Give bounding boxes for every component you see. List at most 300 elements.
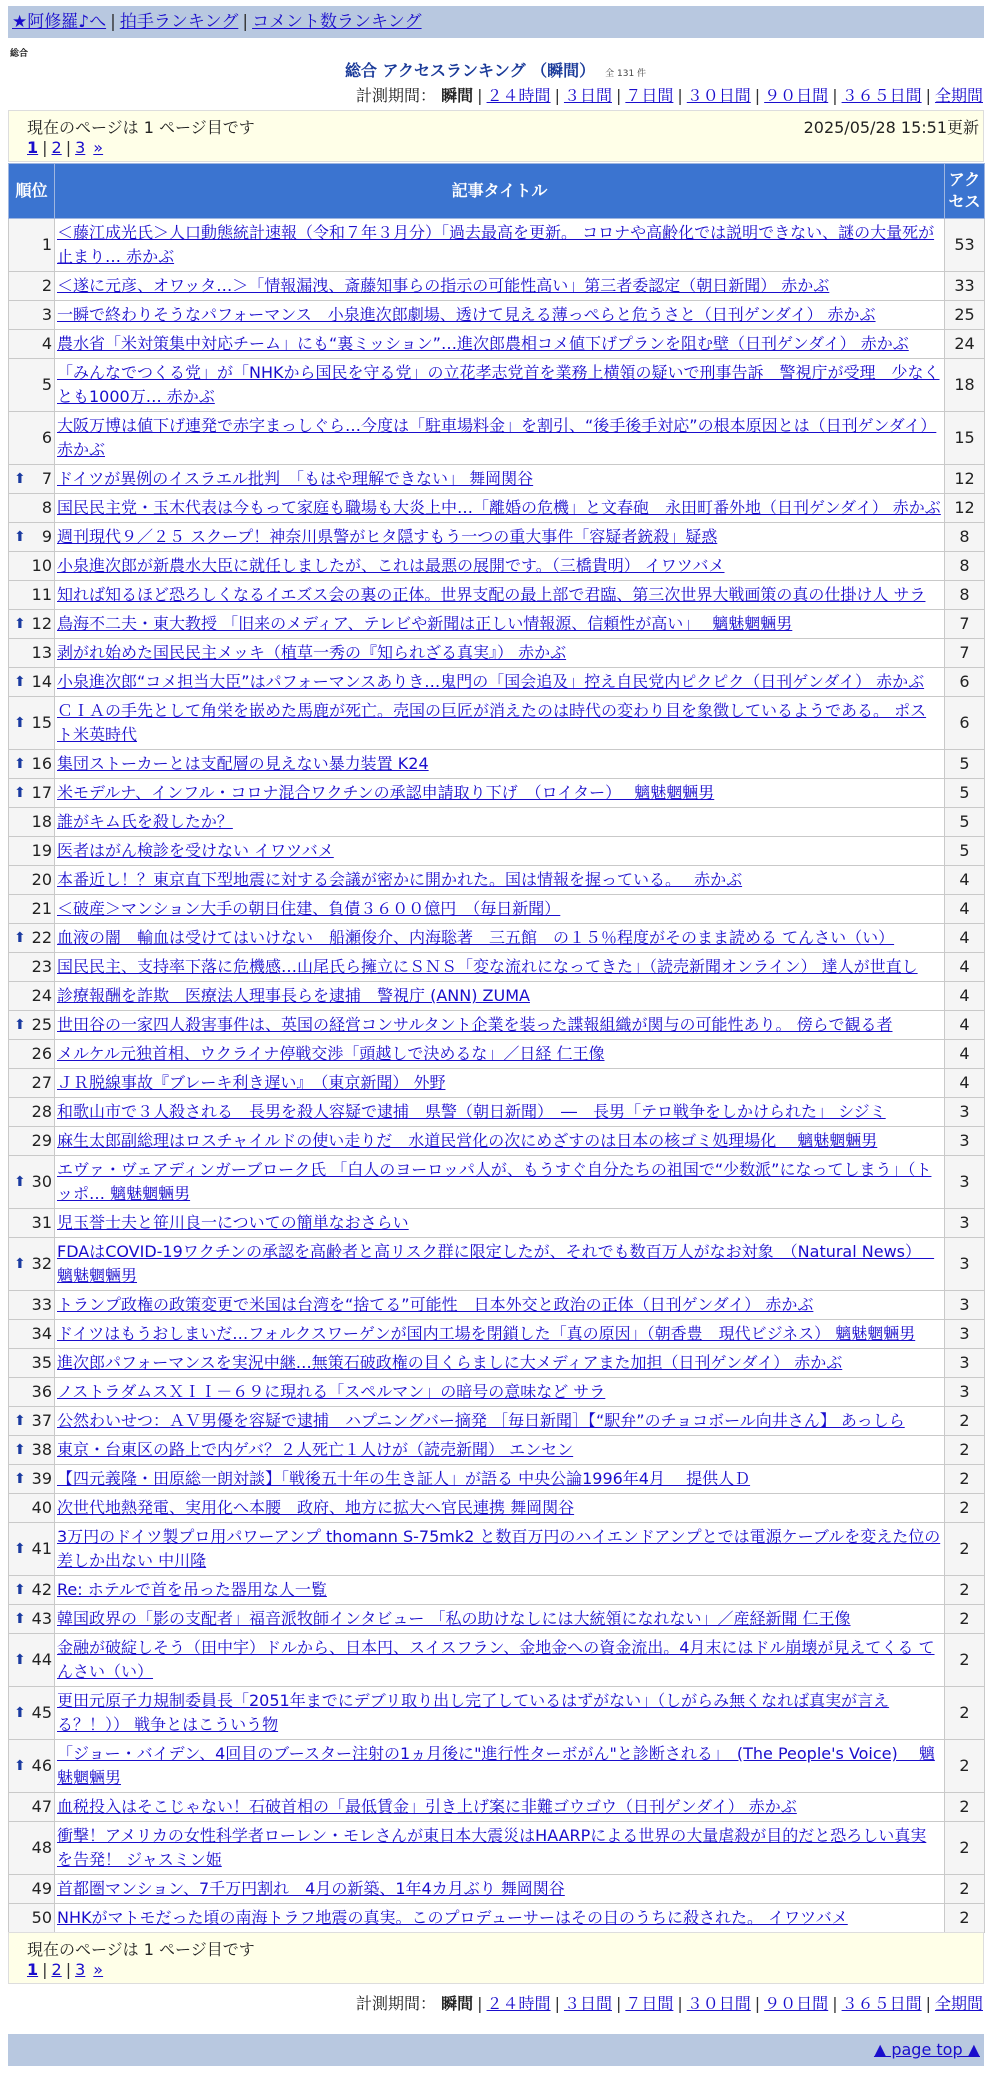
period-current: 瞬間 bbox=[441, 1994, 474, 2013]
period-link-3d[interactable]: ３日間 bbox=[563, 86, 612, 105]
rank-cell bbox=[9, 330, 55, 359]
article-title-link[interactable]: 一瞬で終わりそうなパフォーマンス 小泉進次郎劇場、透けて見える薄っぺらと危うさと（日刊ゲンダイ） 赤かぶ bbox=[57, 305, 876, 324]
title-cell bbox=[55, 1291, 945, 1320]
rank-cell bbox=[9, 465, 55, 494]
access-count: 3 bbox=[945, 1378, 985, 1407]
rank-number: 28 bbox=[31, 1102, 52, 1121]
period-label: 計測期間： bbox=[356, 1994, 437, 2013]
access-count: 25 bbox=[945, 301, 985, 330]
title-cell bbox=[55, 1605, 945, 1634]
comment-ranking-link[interactable]: コメント数ランキング bbox=[252, 12, 422, 32]
rank-cell bbox=[9, 837, 55, 866]
access-count: 3 bbox=[945, 1349, 985, 1378]
rank-number: 17 bbox=[31, 783, 52, 802]
rank-cell bbox=[9, 1320, 55, 1349]
rank-up-arrow-icon: ⬆ bbox=[14, 616, 26, 632]
rank-cell bbox=[9, 668, 55, 697]
page-link-next[interactable]: » bbox=[93, 138, 104, 157]
rank-number: 15 bbox=[31, 713, 52, 732]
rank-number: 27 bbox=[31, 1073, 52, 1092]
home-link[interactable]: ★阿修羅♪へ bbox=[12, 12, 107, 32]
table-row bbox=[9, 953, 985, 982]
page-link-2[interactable]: 2 bbox=[51, 138, 62, 157]
rank-number: 18 bbox=[31, 812, 52, 831]
title-cell bbox=[55, 412, 945, 465]
article-title-link[interactable]: 農水省「米対策集中対応チーム」にも“裏ミッション”…進次郎農相コメ値下げプランを阻む壁（日刊ゲンダイ） 赤かぶ bbox=[57, 334, 909, 353]
rank-up-arrow-icon: ⬆ bbox=[14, 715, 26, 731]
title-cell bbox=[55, 1875, 945, 1904]
rank-number: 40 bbox=[31, 1498, 52, 1517]
access-count: 5 bbox=[945, 837, 985, 866]
rank-cell bbox=[9, 494, 55, 523]
access-count: 2 bbox=[945, 1875, 985, 1904]
period-link-24h[interactable]: ２４時間 bbox=[486, 1994, 551, 2013]
title-cell bbox=[55, 1822, 945, 1875]
access-count: 4 bbox=[945, 982, 985, 1011]
article-title-link[interactable]: 小泉進次郎が新農水大臣に就任しましたが、これは最悪の展開です。（三橋貴明） イワツバメ bbox=[57, 556, 725, 575]
article-title-link[interactable]: ノストラダムスＸＩＩ－６９に現れる「スペルマン」の暗号の意味など サラ bbox=[57, 1382, 606, 1401]
access-count: 8 bbox=[945, 581, 985, 610]
access-count: 2 bbox=[945, 1687, 985, 1740]
rank-up-arrow-icon: ⬆ bbox=[14, 1611, 26, 1627]
rank-cell bbox=[9, 552, 55, 581]
table-row bbox=[9, 1320, 985, 1349]
period-link-3d[interactable]: ３日間 bbox=[563, 1994, 612, 2013]
period-link-90d[interactable]: ９０日間 bbox=[764, 1994, 829, 2013]
rank-number: 20 bbox=[31, 870, 52, 889]
page-title bbox=[0, 58, 991, 81]
rank-number: 41 bbox=[31, 1539, 52, 1558]
access-count: 8 bbox=[945, 523, 985, 552]
access-count: 5 bbox=[945, 808, 985, 837]
access-count: 12 bbox=[945, 465, 985, 494]
pagination-box-top bbox=[8, 110, 984, 162]
access-count: 3 bbox=[945, 1238, 985, 1291]
article-title-link[interactable]: 衝撃！アメリカの女性科学者ローレン・モレさんが東日本大震災はHAARPによる世界の大量虐殺が目的だと恐ろしい真実を告発！ ジャスミン姫 bbox=[57, 1826, 927, 1869]
table-row bbox=[9, 668, 985, 697]
table-row bbox=[9, 1407, 985, 1436]
access-count: 4 bbox=[945, 1040, 985, 1069]
table-row bbox=[9, 330, 985, 359]
top-nav-bar bbox=[8, 6, 984, 38]
period-link-30d[interactable]: ３０日間 bbox=[686, 1994, 751, 2013]
table-row bbox=[9, 1875, 985, 1904]
table-row bbox=[9, 1436, 985, 1465]
article-title-link[interactable]: 誰がキム氏を殺したか？ bbox=[57, 812, 233, 831]
article-title-link[interactable]: 鳥海不二夫・東大教授 「旧来のメディア、テレビや新聞は正しい情報源、信頼性が高い」 魑魅魍魎男 bbox=[57, 614, 793, 633]
article-title-link[interactable]: 公然わいせつ：ＡＶ男優を容疑で逮捕 ハプニングバー摘発 ［毎日新聞］【“駅弁”のチョコボール向井さん】 あっしら bbox=[57, 1411, 905, 1430]
rank-cell bbox=[9, 1407, 55, 1436]
title-cell bbox=[55, 272, 945, 301]
table-row bbox=[9, 697, 985, 750]
title-cell bbox=[55, 1904, 945, 1933]
access-count: 2 bbox=[945, 1436, 985, 1465]
rank-cell bbox=[9, 953, 55, 982]
article-title-link[interactable]: 韓国政界の「影の支配者」福音派牧師インタビュー 「私の助けなしには大統領になれない」／産経新聞 仁王像 bbox=[57, 1609, 851, 1628]
rank-up-arrow-icon: ⬆ bbox=[14, 785, 26, 801]
article-title-link[interactable]: 血税投入はそこじゃない！石破首相の「最低賃金」引き上げ案に非難ゴウゴウ（日刊ゲンダイ） 赤かぶ bbox=[57, 1797, 797, 1816]
page-link-next[interactable]: » bbox=[93, 1960, 104, 1979]
bottom-bar bbox=[8, 2034, 984, 2066]
rank-number: 24 bbox=[31, 986, 52, 1005]
access-count: 2 bbox=[945, 1822, 985, 1875]
article-title-link[interactable]: 診療報酬を詐欺 医療法人理事長らを逮捕 警視庁 (ANN) ZUMA bbox=[57, 986, 530, 1005]
rank-cell bbox=[9, 697, 55, 750]
access-count: 3 bbox=[945, 1098, 985, 1127]
article-title-link[interactable]: 和歌山市で３人殺される 長男を殺人容疑で逮捕 県警（朝日新聞） ― 長男「テロ戦争をしかけられた」 シジミ bbox=[57, 1102, 886, 1121]
rank-cell bbox=[9, 1687, 55, 1740]
title-cell bbox=[55, 1349, 945, 1378]
period-selector-top: 計測期間： 瞬間 | ２４時間 | ３日間 | ７日間 | ３０日間 | ９０日間 | ３６５日間 | 全期間 bbox=[356, 86, 983, 105]
table-row bbox=[9, 610, 985, 639]
article-title-link[interactable]: 更田元原子力規制委員長「2051年までにデブリ取り出し完了しているはずがない」（しがらみ無くなれば真実が言える？！）） 戦争とはこういう物 bbox=[57, 1691, 890, 1734]
article-title-link[interactable]: 国民民主党・玉木代表は今もって家庭も職場も大炎上中…「離婚の危機」と文春砲 永田町番外地（日刊ゲンダイ） 赤かぶ bbox=[57, 498, 941, 517]
access-count: 4 bbox=[945, 866, 985, 895]
rank-cell bbox=[9, 779, 55, 808]
table-row bbox=[9, 1378, 985, 1407]
article-title-link[interactable]: ＣＩＡの手先として角栄を嵌めた馬鹿が死亡。売国の巨匠が消えたのは時代の変わり目を象徴しているようである。 ポスト米英時代 bbox=[57, 701, 927, 744]
access-count: 53 bbox=[945, 219, 985, 272]
table-row bbox=[9, 837, 985, 866]
rank-number: 34 bbox=[31, 1324, 52, 1343]
table-row bbox=[9, 1634, 985, 1687]
title-cell bbox=[55, 330, 945, 359]
rank-number: 5 bbox=[41, 375, 52, 394]
rank-up-arrow-icon: ⬆ bbox=[14, 1017, 26, 1033]
period-link-365d[interactable]: ３６５日間 bbox=[841, 86, 922, 105]
article-title-link[interactable]: 国民民主、支持率下落に危機感…山尾氏ら擁立にＳＮＳ「変な流れになってきた」（読売新聞オンライン） 達人が世直し bbox=[57, 957, 918, 976]
title-cell bbox=[55, 1156, 945, 1209]
table-row bbox=[9, 1494, 985, 1523]
rank-cell bbox=[9, 1523, 55, 1576]
rank-number: 48 bbox=[31, 1838, 52, 1857]
article-title-link[interactable]: トランプ政権の政策変更で米国は台湾を“捨てる”可能性 日本外交と政治の正体（日刊ゲンダイ） 赤かぶ bbox=[57, 1295, 814, 1314]
title-cell bbox=[55, 982, 945, 1011]
access-count: 3 bbox=[945, 1291, 985, 1320]
current-page-text: 現在のページは 1 ページ目です bbox=[27, 1940, 255, 1959]
rank-up-arrow-icon: ⬆ bbox=[14, 1442, 26, 1458]
page-link-3[interactable]: 3 bbox=[75, 1960, 86, 1979]
table-row bbox=[9, 924, 985, 953]
pagination-box-bottom bbox=[8, 1932, 984, 1984]
title-cell bbox=[55, 1098, 945, 1127]
rank-number: 37 bbox=[31, 1411, 52, 1430]
table-row bbox=[9, 1098, 985, 1127]
rank-number: 10 bbox=[31, 556, 52, 575]
rank-cell bbox=[9, 1238, 55, 1291]
article-title-link[interactable]: 集団ストーカーとは支配層の見えない暴力装置 K24 bbox=[57, 754, 429, 773]
rank-up-arrow-icon: ⬆ bbox=[14, 1174, 26, 1190]
title-cell bbox=[55, 1378, 945, 1407]
article-title-link[interactable]: 「みんなでつくる党」が「NHKから国民を守る党」の立花孝志党首を業務上横領の疑いで刑事告訴 警視庁が受理 少なくとも1000万… 赤かぶ bbox=[57, 363, 940, 406]
article-title-link[interactable]: ＪＲ脱線事故『ブレーキ利き遅い』 （東京新聞） 外野 bbox=[57, 1073, 446, 1092]
article-title-link[interactable]: ＜遂に元彦、オワッタ…＞「情報漏洩、斎藤知事らの指示の可能性高い」第三者委認定（朝日新聞） 赤かぶ bbox=[57, 276, 830, 295]
rank-number: 1 bbox=[41, 235, 52, 254]
total-count: 全 131 件 bbox=[605, 69, 647, 79]
access-count: 2 bbox=[945, 1407, 985, 1436]
col-header-rank: 順位 bbox=[9, 164, 55, 219]
access-count: 33 bbox=[945, 272, 985, 301]
table-row bbox=[9, 808, 985, 837]
article-title-link[interactable]: 大阪万博は値下げ連発で赤字まっしぐら…今度は「駐車場料金」を割引、“後手後手対応”の根本原因とは（日刊ゲンダイ） 赤かぶ bbox=[57, 416, 937, 459]
article-title-link[interactable]: 世田谷の一家四人殺害事件は、英国の経営コンサルタント企業を装った諜報組織が関与の可能性あり。 傍らで観る者 bbox=[57, 1015, 893, 1034]
ranking-title: 総合 アクセスランキング （瞬間） bbox=[344, 61, 596, 80]
rank-cell bbox=[9, 924, 55, 953]
access-count: 4 bbox=[945, 1011, 985, 1040]
rank-number: 35 bbox=[31, 1353, 52, 1372]
access-count: 7 bbox=[945, 610, 985, 639]
title-cell bbox=[55, 1634, 945, 1687]
rank-cell bbox=[9, 1494, 55, 1523]
title-cell bbox=[55, 1793, 945, 1822]
rank-number: 32 bbox=[31, 1254, 52, 1273]
rank-cell bbox=[9, 1436, 55, 1465]
rank-number: 42 bbox=[31, 1580, 52, 1599]
clap-ranking-link[interactable]: 拍手ランキング bbox=[119, 12, 239, 32]
title-cell bbox=[55, 668, 945, 697]
rank-cell bbox=[9, 1349, 55, 1378]
table-row bbox=[9, 465, 985, 494]
rank-cell bbox=[9, 610, 55, 639]
rank-cell bbox=[9, 412, 55, 465]
updated-timestamp: 2025/05/28 15:51更新 bbox=[803, 118, 979, 137]
rank-number: 29 bbox=[31, 1131, 52, 1150]
access-count: 2 bbox=[945, 1576, 985, 1605]
article-title-link[interactable]: 3万円のドイツ製プロ用パワーアンプ thomann S-75mk2 と数百万円のハイエンドアンプとでは電源ケーブルを変えた位の差しか出ない 中川隆 bbox=[57, 1527, 941, 1570]
rank-cell bbox=[9, 523, 55, 552]
title-cell bbox=[55, 779, 945, 808]
article-title-link[interactable]: 週刊現代９／２５ スクープ！神奈川県警がヒタ隠すもう一つの重大事件「容疑者銃殺」疑惑 bbox=[57, 527, 718, 546]
rank-cell bbox=[9, 1209, 55, 1238]
rank-up-arrow-icon: ⬆ bbox=[14, 930, 26, 946]
article-title-link[interactable]: 血液の闇 輸血は受けてはいけない 船瀬俊介、内海聡著 三五館 の１５％程度がそのまま読める てんさい（い） bbox=[57, 928, 895, 947]
rank-cell bbox=[9, 272, 55, 301]
table-row bbox=[9, 272, 985, 301]
access-count: 2 bbox=[945, 1523, 985, 1576]
article-title-link[interactable]: ＜破産＞マンション大手の朝日住建、負債３６００億円 （毎日新聞） bbox=[57, 899, 561, 918]
table-row bbox=[9, 750, 985, 779]
access-count: 2 bbox=[945, 1605, 985, 1634]
rank-cell bbox=[9, 1011, 55, 1040]
rank-cell bbox=[9, 866, 55, 895]
rank-up-arrow-icon: ⬆ bbox=[14, 1471, 26, 1487]
table-row bbox=[9, 219, 985, 272]
title-cell bbox=[55, 1465, 945, 1494]
access-count: 8 bbox=[945, 552, 985, 581]
access-count: 12 bbox=[945, 494, 985, 523]
title-cell bbox=[55, 639, 945, 668]
rank-number: 23 bbox=[31, 957, 52, 976]
article-title-link[interactable]: 進次郎パフォーマンスを実況中継…無策石破政権の目くらましに大メディアまた加担（日刊ゲンダイ） 赤かぶ bbox=[57, 1353, 843, 1372]
title-cell bbox=[55, 1011, 945, 1040]
rank-cell bbox=[9, 1040, 55, 1069]
title-cell bbox=[55, 1407, 945, 1436]
title-cell bbox=[55, 494, 945, 523]
rank-cell bbox=[9, 1127, 55, 1156]
rank-cell bbox=[9, 301, 55, 330]
rank-number: 49 bbox=[31, 1879, 52, 1898]
title-cell bbox=[55, 1127, 945, 1156]
title-cell bbox=[55, 1740, 945, 1793]
article-title-link[interactable]: ＜藤江成光氏＞人口動態統計速報（令和７年３月分）「過去最高を更新。 コロナや高齢化では説明できない、謎の大量死が止まり… 赤かぶ bbox=[57, 223, 935, 266]
pagination: 1 | 2 | 3 » bbox=[27, 1960, 104, 1979]
rank-cell bbox=[9, 1576, 55, 1605]
rank-number: 13 bbox=[31, 643, 52, 662]
article-title-link[interactable]: FDAはCOVID-19ワクチンの承認を高齢者と高リスク群に限定したが、それでも数百万人がなお対象 （Natural News） 魑魅魍魎男 bbox=[57, 1242, 935, 1285]
period-link-7d[interactable]: ７日間 bbox=[625, 1994, 674, 2013]
article-title-link[interactable]: ドイツが異例のイスラエル批判 「もはや理解できない」 舞岡関谷 bbox=[57, 469, 534, 488]
table-row bbox=[9, 1465, 985, 1494]
article-title-link[interactable]: NHKがマトモだった頃の南海トラフ地震の真実。このプロデューサーはその日のうちに殺された。 イワツバメ bbox=[57, 1908, 848, 1927]
rank-number: 11 bbox=[31, 585, 52, 604]
title-cell bbox=[55, 465, 945, 494]
article-title-link[interactable]: 「ジョー・バイデン、4回目のブースター注射の1ヵ月後に"進行性ターボがん"と診断される」 (The People's Voice) 魑魅魍魎男 bbox=[57, 1744, 935, 1787]
title-cell bbox=[55, 1687, 945, 1740]
table-row bbox=[9, 494, 985, 523]
title-cell bbox=[55, 581, 945, 610]
article-title-link[interactable]: エヴァ・ヴェアディンガーブローク氏 「白人のヨーロッパ人が、もうすぐ自分たちの祖国で“少数派”になってしまう」（トッポ… 魑魅魍魎男 bbox=[57, 1160, 932, 1203]
rank-number: 16 bbox=[31, 754, 52, 773]
title-cell bbox=[55, 1320, 945, 1349]
rank-cell bbox=[9, 639, 55, 668]
period-link-24h[interactable]: ２４時間 bbox=[486, 86, 551, 105]
access-count: 4 bbox=[945, 1069, 985, 1098]
rank-cell bbox=[9, 1069, 55, 1098]
rank-cell bbox=[9, 219, 55, 272]
rank-cell bbox=[9, 1875, 55, 1904]
page-link-current[interactable]: 1 bbox=[27, 1960, 39, 1979]
page-link-current[interactable]: 1 bbox=[27, 138, 39, 157]
title-cell bbox=[55, 1069, 945, 1098]
period-link-30d[interactable]: ３０日間 bbox=[686, 86, 751, 105]
table-row bbox=[9, 866, 985, 895]
access-count: 5 bbox=[945, 750, 985, 779]
access-count: 18 bbox=[945, 359, 985, 412]
article-title-link[interactable]: 首都圏マンション、7千万円割れ 4月の新築、1年4カ月ぶり 舞岡関谷 bbox=[57, 1879, 565, 1898]
article-title-link[interactable]: 知れば知るほど恐ろしくなるイエズス会の裏の正体。世界支配の最上部で君臨、第三次世界大戦画策の真の仕掛け人 サラ bbox=[57, 585, 926, 604]
ranking-table-body bbox=[9, 219, 985, 1933]
article-title-link[interactable]: 米モデルナ、インフル・コロナ混合ワクチンの承認申請取り下げ （ロイター） 魑魅魍魎男 bbox=[57, 783, 715, 802]
rank-up-arrow-icon: ⬆ bbox=[14, 471, 26, 487]
title-cell bbox=[55, 1436, 945, 1465]
access-count: 2 bbox=[945, 1740, 985, 1793]
rank-cell bbox=[9, 1291, 55, 1320]
article-title-link[interactable]: 東京・台東区の路上で内ゲバ？２人死亡１人けが（読売新聞） エンセン bbox=[57, 1440, 574, 1459]
article-title-link[interactable]: 児玉誉士夫と笹川良一についての簡単なおさらい bbox=[57, 1213, 409, 1232]
rank-number: 46 bbox=[31, 1756, 52, 1775]
period-link-all[interactable]: 全期間 bbox=[934, 1994, 983, 2013]
rank-number: 30 bbox=[31, 1172, 52, 1191]
article-title-link[interactable]: メルケル元独首相、ウクライナ停戦交渉「頭越しで決めるな」／日経 仁王像 bbox=[57, 1044, 605, 1063]
rank-number: 44 bbox=[31, 1650, 52, 1669]
access-count: 2 bbox=[945, 1494, 985, 1523]
rank-up-arrow-icon: ⬆ bbox=[14, 1256, 26, 1272]
current-page-text: 現在のページは 1 ページ目です bbox=[27, 118, 255, 137]
rank-number: 25 bbox=[31, 1015, 52, 1034]
rank-up-arrow-icon: ⬆ bbox=[14, 1413, 26, 1429]
page-link-3[interactable]: 3 bbox=[75, 138, 86, 157]
access-count: 6 bbox=[945, 697, 985, 750]
rank-number: 38 bbox=[31, 1440, 52, 1459]
table-row bbox=[9, 1127, 985, 1156]
pagination: 1 | 2 | 3 » bbox=[27, 138, 104, 157]
title-cell bbox=[55, 895, 945, 924]
period-selector-bottom: 計測期間： 瞬間 | ２４時間 | ３日間 | ７日間 | ３０日間 | ９０日間 | ３６５日間 | 全期間 bbox=[356, 1994, 983, 2013]
table-row bbox=[9, 581, 985, 610]
title-cell bbox=[55, 750, 945, 779]
article-title-link[interactable]: 金融が破綻しそう（田中宇）ドルから、日本円、スイスフラン、金地金への資金流出。4月末にはドル崩壊が見えてくる てんさい（い） bbox=[57, 1638, 935, 1681]
title-cell bbox=[55, 1523, 945, 1576]
title-cell bbox=[55, 1238, 945, 1291]
article-title-link[interactable]: 麻生太郎副総理はロスチャイルドの使い走りだ 水道民営化の次にめざすのは日本の核ゴミ処理場化 魑魅魍魎男 bbox=[57, 1131, 878, 1150]
access-count: 6 bbox=[945, 668, 985, 697]
page-link-2[interactable]: 2 bbox=[51, 1960, 62, 1979]
ranking-table bbox=[8, 163, 985, 1933]
rank-cell bbox=[9, 982, 55, 1011]
table-row bbox=[9, 1904, 985, 1933]
period-link-90d[interactable]: ９０日間 bbox=[764, 86, 829, 105]
article-title-link[interactable]: 剥がれ始めた国民民主メッキ（植草一秀の『知られざる真実』） 赤かぶ bbox=[57, 643, 567, 662]
title-cell bbox=[55, 837, 945, 866]
article-title-link[interactable]: 医者はがん検診を受けない イワツバメ bbox=[57, 841, 334, 860]
period-link-all[interactable]: 全期間 bbox=[934, 86, 983, 105]
table-row bbox=[9, 359, 985, 412]
table-row bbox=[9, 1011, 985, 1040]
rank-number: 8 bbox=[41, 498, 52, 517]
rank-number: 22 bbox=[31, 928, 52, 947]
title-cell bbox=[55, 552, 945, 581]
access-count: 5 bbox=[945, 779, 985, 808]
rank-number: 43 bbox=[31, 1609, 52, 1628]
period-link-7d[interactable]: ７日間 bbox=[625, 86, 674, 105]
rank-number: 4 bbox=[41, 334, 52, 353]
rank-cell bbox=[9, 1822, 55, 1875]
table-row bbox=[9, 1740, 985, 1793]
rank-up-arrow-icon: ⬆ bbox=[14, 1652, 26, 1668]
access-count: 4 bbox=[945, 924, 985, 953]
article-title-link[interactable]: 【四元義隆・田原総一朗対談】「戦後五十年の生き証人」が語る 中央公論1996年4月 提供人Ｄ bbox=[57, 1469, 751, 1488]
rank-cell bbox=[9, 1904, 55, 1933]
rank-cell bbox=[9, 581, 55, 610]
access-count: 4 bbox=[945, 953, 985, 982]
title-cell bbox=[55, 808, 945, 837]
rank-cell bbox=[9, 1465, 55, 1494]
rank-up-arrow-icon: ⬆ bbox=[14, 529, 26, 545]
nav-separator: | bbox=[242, 12, 249, 32]
access-count: 2 bbox=[945, 1793, 985, 1822]
rank-cell bbox=[9, 1378, 55, 1407]
page-top-link[interactable]: ▲ page top ▲ bbox=[873, 2040, 980, 2059]
category-label: 総合 bbox=[10, 49, 29, 59]
article-title-link[interactable]: 本番近し！？東京直下型地震に対する会議が密かに開かれた。国は情報を握っている。 赤かぶ bbox=[57, 870, 743, 889]
title-cell bbox=[55, 359, 945, 412]
rank-up-arrow-icon: ⬆ bbox=[14, 1582, 26, 1598]
access-count: 15 bbox=[945, 412, 985, 465]
table-row bbox=[9, 1156, 985, 1209]
access-count: 2 bbox=[945, 1634, 985, 1687]
article-title-link[interactable]: 小泉進次郎“コメ担当大臣”はパフォーマンスありき…鬼門の「国会追及」控え自民党内ピクピク（日刊ゲンダイ） 赤かぶ bbox=[57, 672, 925, 691]
article-title-link[interactable]: ドイツはもうおしまいだ…フォルクスワーゲンが国内工場を閉鎖した「真の原因」（朝香豊 現代ビジネス） 魑魅魍魎男 bbox=[57, 1324, 916, 1343]
access-count: 3 bbox=[945, 1320, 985, 1349]
rank-up-arrow-icon: ⬆ bbox=[14, 1758, 26, 1774]
article-title-link[interactable]: 次世代地熱発電、実用化へ本腰 政府、地方に拡大へ官民連携 舞岡関谷 bbox=[57, 1498, 575, 1517]
rank-cell bbox=[9, 1605, 55, 1634]
period-label: 計測期間： bbox=[356, 86, 437, 105]
period-link-365d[interactable]: ３６５日間 bbox=[841, 1994, 922, 2013]
rank-number: 9 bbox=[41, 527, 52, 546]
article-title-link[interactable]: Re: ホテルで首を吊った器用な人一覧 bbox=[57, 1580, 327, 1599]
title-cell bbox=[55, 1040, 945, 1069]
